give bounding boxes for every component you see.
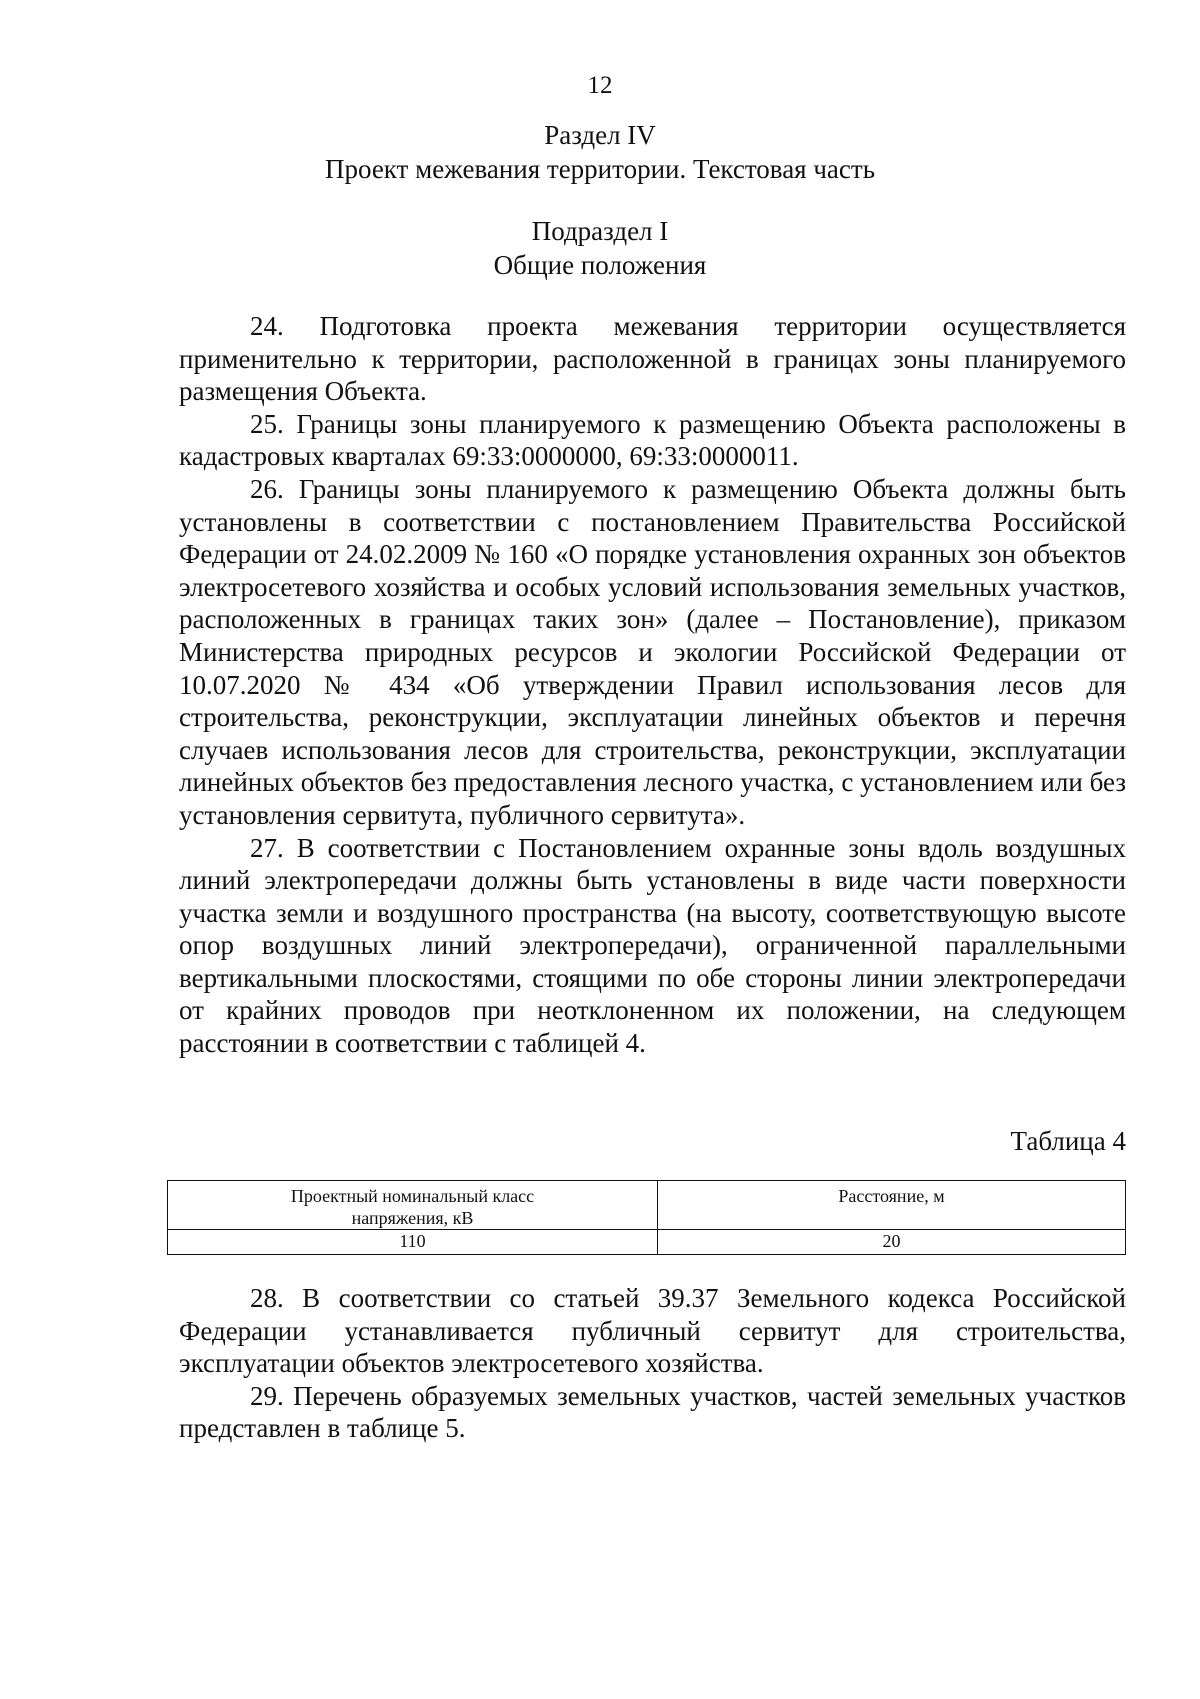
- paragraph-26: 26. Границы зоны планируемого к размещению Объекта должны быть установлены в соответствии с постановлением Правительства Российской Федерации от 24.02.2009 № 160 «О порядке установления охранных зон объектов электросетевого хозяйства и особых условий использования земельных участков, расположенных в границах таких зон» (далее – Постановление), приказом Министерства природных ресурсов и экологии Российской Федерации от 10.07.2020 № 434 «Об утверждении Правил использования лесов для строительства, реконструкции, эксплуатации линейных объектов и перечня случаев использования лесов для строительства, реконструкции, эксплуатации линейных объектов без предоставления лесного участка, с установлением или без установления сервитута, публичного сервитута».: [179, 473, 1126, 830]
- table-header-voltage: Проектный номинальный класс напряжения, кВ: [168, 1181, 658, 1230]
- subsection-subtitle: Общие положения: [493, 250, 707, 280]
- table-row: [168, 1230, 1126, 1255]
- table-header-row: [168, 1181, 1126, 1230]
- section-heading: [0, 118, 1200, 186]
- page-number: 12: [587, 72, 613, 99]
- paragraph-27: 27. В соответствии с Постановлением охранные зоны вдоль воздушных линий электропередачи должны быть установлены в виде части поверхности участка земли и воздушного пространства (на высоту, соответствующую высоте опор воздушных линий электропередачи), ограниченной параллельными вертикальными плоскостями, стоящими по обе стороны линии электропередачи от крайних проводов при неотклоненном их положении, на следующем расстоянии в соответствии с таблицей 4.: [179, 832, 1126, 1059]
- table-cell-voltage: 110: [168, 1230, 658, 1255]
- subsection-heading: [0, 214, 1200, 282]
- paragraph-29: 29. Перечень образуемых земельных участков, частей земельных участков представлен в таблице 5.: [179, 1380, 1126, 1444]
- body-text-after-table: [179, 1282, 1126, 1445]
- table-4: [167, 1180, 1126, 1255]
- table-cell-distance: 20: [658, 1230, 1126, 1255]
- subsection-title: Подраздел I: [531, 216, 669, 246]
- paragraph-25: 25. Границы зоны планируемого к размещению Объекта расположены в кадастровых кварталах 69:33:0000000, 69:33:0000011.: [179, 408, 1126, 472]
- section-title: Раздел IV: [544, 120, 656, 150]
- paragraph-24: 24. Подготовка проекта межевания территории осуществляется применительно к территории, расположенной в границах зоны планируемого размещения Объекта.: [179, 311, 1126, 407]
- body-text-main: [179, 310, 1126, 1060]
- paragraph-28: 28. В соответствии со статьей 39.37 Земельного кодекса Российской Федерации устанавливается публичный сервитут для строительства, эксплуатации объектов электросетевого хозяйства.: [179, 1283, 1126, 1379]
- section-subtitle: Проект межевания территории. Текстовая часть: [324, 154, 876, 184]
- table-4-caption: Таблица 4: [1010, 1126, 1126, 1156]
- table-header-distance: Расстояние, м: [658, 1181, 1126, 1230]
